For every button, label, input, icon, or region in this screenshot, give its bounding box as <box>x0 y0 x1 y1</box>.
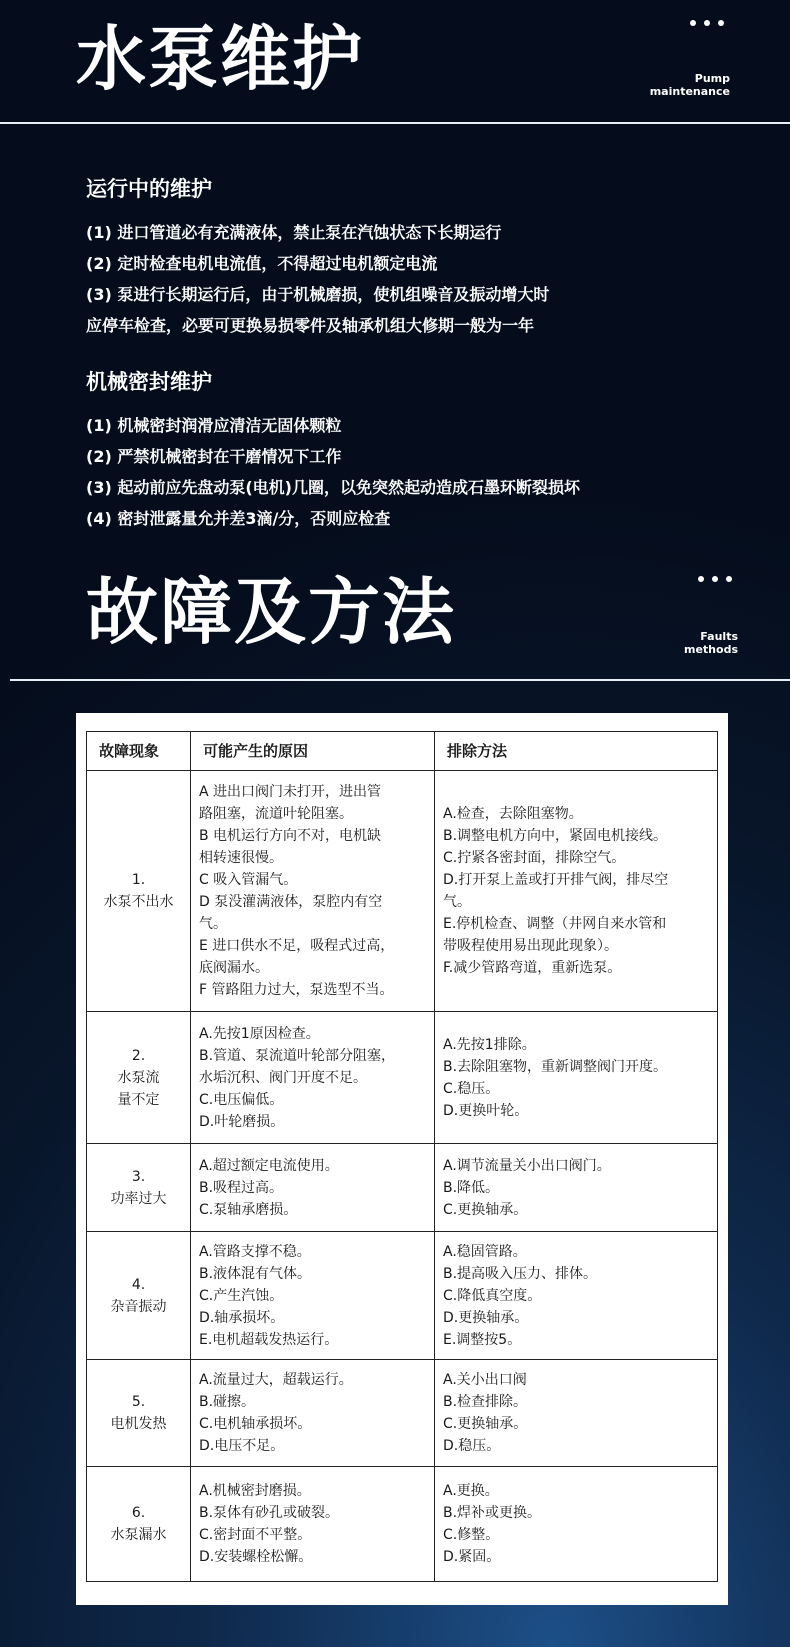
list-item: (4) 密封泄露量允并差3滴/分，否则应检查 <box>86 509 391 528</box>
maintenance-title: 水泵维护 <box>76 18 364 100</box>
table-row <box>87 1467 718 1582</box>
remedy-cell: A.稳固管路。 B.提高吸入压力、排体。 C.降低真空度。 D.更换轴承。 E.调整按5。 <box>435 1232 718 1360</box>
symptom-cell: 5. 电机发热 <box>87 1360 191 1467</box>
remedy-cell: A.关小出口阀 B.检查排除。 C.更换轴承。 D.稳压。 <box>435 1360 718 1467</box>
list-item: (2) 定时检查电机电流值，不得超过电机额定电流 <box>86 254 438 273</box>
faults-title: 故障及方法 <box>86 570 457 654</box>
table-row <box>87 1012 718 1144</box>
cause-cell: A.先按1原因检查。 B.管道、泵流道叶轮部分阻塞， 水垢沉积、阀门开度不足。 C.电压偏低。 D.叶轮磨损。 <box>191 1012 435 1144</box>
table-row <box>87 1144 718 1232</box>
table-header-row <box>87 732 718 771</box>
caption-line: Pump <box>694 72 730 85</box>
running-maintenance-heading: 运行中的维护 <box>86 177 212 201</box>
more-dots-icon <box>690 20 724 26</box>
cause-cell: A.机械密封磨损。 B.泵体有砂孔或破裂。 C.密封面不平整。 D.安装螺栓松懈。 <box>191 1467 435 1582</box>
symptom-cell: 1. 水泵不出水 <box>87 771 191 1012</box>
fault-table-panel <box>76 713 728 1605</box>
symptom-cell: 6. 水泵漏水 <box>87 1467 191 1582</box>
caption-line: maintenance <box>649 85 730 98</box>
faults-english-caption <box>684 630 738 656</box>
list-item: (3) 泵进行长期运行后，由于机械磨损，使机组噪音及振动增大时 <box>86 285 550 304</box>
cause-cell: A.管路支撑不稳。 B.液体混有气体。 C.产生汽蚀。 D.轴承损坏。 E.电机超载发热运行。 <box>191 1232 435 1360</box>
divider <box>0 122 790 124</box>
symptom-cell: 4. 杂音振动 <box>87 1232 191 1360</box>
symptom-cell: 2. 水泵流 量不定 <box>87 1012 191 1144</box>
table-row <box>87 1232 718 1360</box>
cause-cell: A.流量过大，超载运行。 B.碰擦。 C.电机轴承损坏。 D.电压不足。 <box>191 1360 435 1467</box>
table-row <box>87 771 718 1012</box>
cause-cell: A 进出口阀门未打开，进出管 路阻塞，流道叶轮阻塞。 B 电机运行方向不对，电机缺 相转速很慢。 C 吸入管漏气。 D 泵没灌满液体，泵腔内有空 气。 E 进口供水不足，吸程式过高， 底阀漏水。 F 管路阻力过大，泵选型不当。 <box>191 771 435 1012</box>
list-item: (1) 进口管道必有充满液体，禁止泵在汽蚀状态下长期运行 <box>86 223 502 242</box>
maintenance-english-caption <box>650 72 730 98</box>
divider <box>10 679 790 681</box>
header-remedy: 排除方法 <box>435 732 718 771</box>
cause-cell: A.超过额定电流使用。 B.吸程过高。 C.泵轴承磨损。 <box>191 1144 435 1232</box>
remedy-cell: A.先按1排除。 B.去除阻塞物，重新调整阀门开度。 C.稳压。 D.更换叶轮。 <box>435 1012 718 1144</box>
header-cause: 可能产生的原因 <box>191 732 435 771</box>
list-item: (1) 机械密封润滑应清洁无固体颗粒 <box>86 416 342 435</box>
list-item: (2) 严禁机械密封在干磨情况下工作 <box>86 447 342 466</box>
caption-line: methods <box>684 643 738 656</box>
list-item: 应停车检查，必要可更换易损零件及轴承机组大修期一般为一年 <box>86 316 535 335</box>
list-item: (3) 起动前应先盘动泵(电机)几圈，以免突然起动造成石墨环断裂损坏 <box>86 478 580 497</box>
fault-table <box>86 731 718 1582</box>
table-row <box>87 1360 718 1467</box>
more-dots-icon <box>698 576 732 582</box>
remedy-cell: A.更换。 B.焊补或更换。 C.修整。 D.紧固。 <box>435 1467 718 1582</box>
header-symptom: 故障现象 <box>87 732 191 771</box>
remedy-cell: A.检查，去除阻塞物。 B.调整电机方向中，紧固电机接线。 C.拧紧各密封面，排除空气。 D.打开泵上盖或打开排气阀，排尽空 气。 E.停机检查、调整（井网自来水管和 带吸程使用易出现此现象）。 F.减少管路弯道，重新选泵。 <box>435 771 718 1012</box>
symptom-cell: 3. 功率过大 <box>87 1144 191 1232</box>
caption-line: Faults <box>700 630 738 643</box>
remedy-cell: A.调节流量关小出口阀门。 B.降低。 C.更换轴承。 <box>435 1144 718 1232</box>
seal-maintenance-heading: 机械密封维护 <box>86 370 212 394</box>
